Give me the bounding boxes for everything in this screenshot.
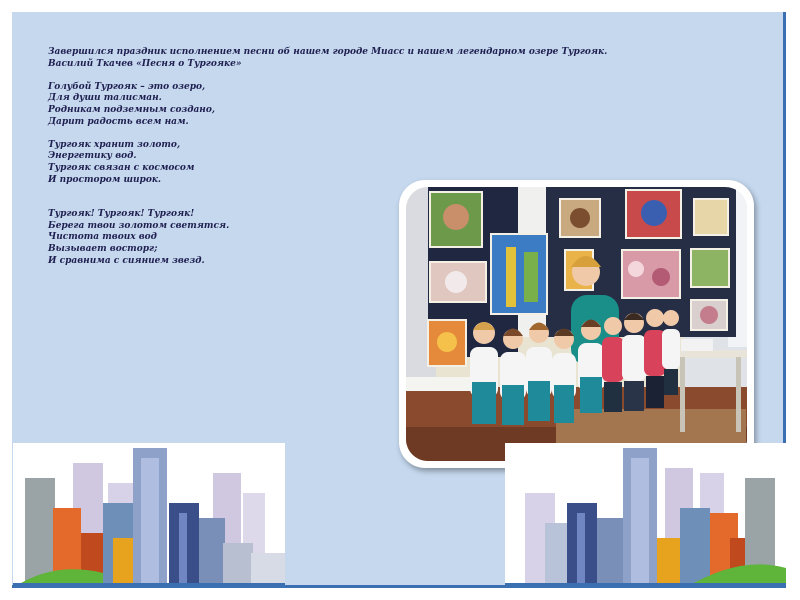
stanza2-line: Энергетику вод.: [48, 151, 137, 162]
city-skyline-left: [13, 443, 285, 588]
stanza3-line: Берега твои золотом светятся.: [48, 220, 230, 231]
stanza1-line: Голубой Тургояк – это озеро,: [48, 81, 206, 92]
stanza3-line: Вызывает восторг;: [48, 243, 158, 254]
poem-intro: Завершился праздник исполнением песни об нашем городе Миасс и нашем легендарном озере Тургояк.: [48, 47, 608, 57]
stanza1-line: Родникам подземным создано,: [48, 104, 215, 115]
stanza3-line: Тургояк! Тургояк! Тургояк!: [48, 209, 195, 220]
stanza1-line: Дарит радость всем нам.: [48, 116, 189, 127]
stanza3-line: И сравнима с сиянием звезд.: [48, 255, 205, 266]
photo-frame: [399, 180, 754, 468]
stanza1-line: Для души талисман.: [48, 93, 162, 104]
photo-illustration: [406, 187, 747, 461]
photo-children-art-exhibition: [406, 187, 747, 461]
poem-author-title: Василий Ткачев «Песня о Тургояке»: [48, 58, 242, 69]
stanza2-line: И простором широк.: [48, 174, 162, 185]
city-skyline-right: [505, 443, 786, 588]
city-skyline-illustration: [13, 443, 285, 588]
stanza2-line: Тургояк хранит золото,: [48, 139, 181, 150]
stanza2-line: Тургояк связан с космосом: [48, 162, 195, 173]
stanza3-line: Чистота твоих вод: [48, 232, 157, 243]
city-skyline-illustration: [505, 443, 786, 588]
